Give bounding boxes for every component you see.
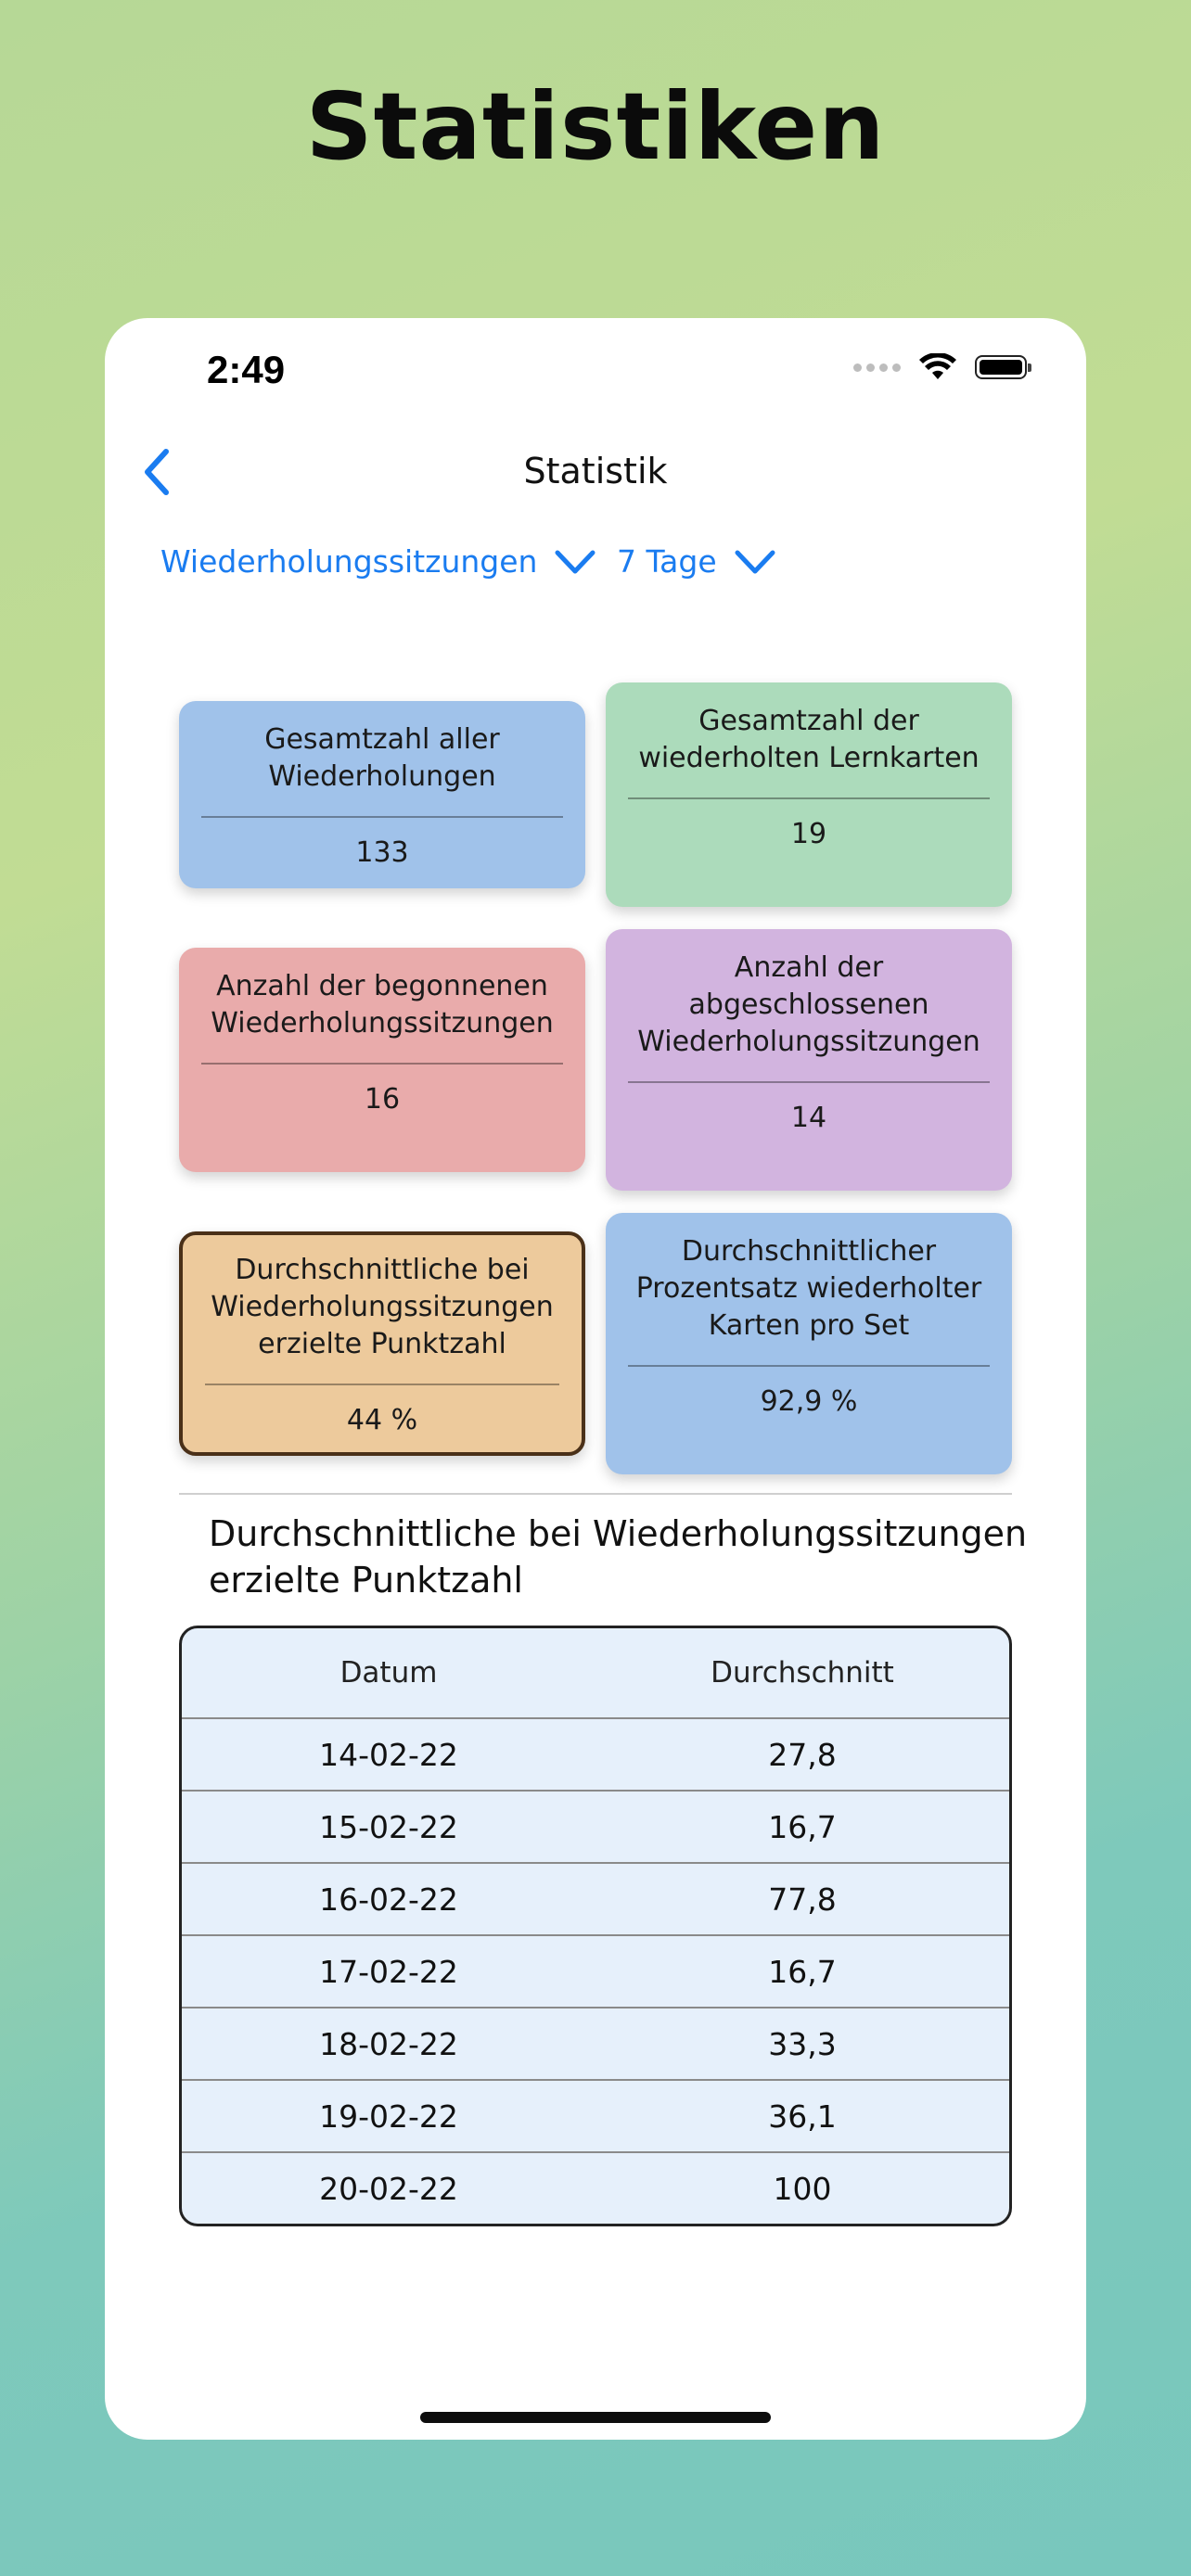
table-row — [182, 1790, 1009, 1862]
cellular-signal-icon — [853, 363, 901, 372]
status-time: 2:49 — [207, 348, 286, 391]
stat-card-label: Gesamtzahl aller Wiederholungen — [264, 723, 500, 793]
stat-card-label: Gesamtzahl der wiederholten Lernkarten — [638, 705, 980, 774]
cell-average: 77,8 — [768, 1881, 837, 1918]
cell-date: 14-02-22 — [319, 1736, 458, 1773]
table-row — [182, 2151, 1009, 2224]
stat-card-average-percentage[interactable] — [606, 1213, 1012, 1474]
table-row — [182, 2007, 1009, 2079]
cell-date: 17-02-22 — [319, 1953, 458, 1990]
stat-card-total-repetitions[interactable] — [179, 701, 585, 888]
stat-card-average-score[interactable] — [179, 1231, 585, 1456]
nav-title: Statistik — [523, 451, 668, 491]
stat-card-value: 16 — [364, 1083, 401, 1116]
session-type-dropdown[interactable] — [160, 543, 596, 580]
stat-card-label: Anzahl der abgeschlossenen Wiederholungssitzungen — [637, 951, 980, 1058]
score-table — [179, 1626, 1012, 2226]
cell-average: 27,8 — [768, 1736, 837, 1773]
stat-card-label: Durchschnittliche bei Wiederholungssitzungen erzielte Punktzahl — [211, 1254, 554, 1360]
cell-average: 16,7 — [768, 1953, 837, 1990]
battery-icon — [975, 355, 1027, 379]
cell-average: 33,3 — [768, 2025, 837, 2062]
table-row — [182, 1934, 1009, 2007]
stat-card-repeated-flashcards[interactable] — [606, 682, 1012, 907]
stat-card-label: Anzahl der begonnenen Wiederholungssitzungen — [211, 970, 554, 1039]
stat-card-value: 133 — [355, 836, 409, 869]
status-icons — [853, 353, 1027, 381]
cell-date: 19-02-22 — [319, 2098, 458, 2135]
cell-date: 16-02-22 — [319, 1881, 458, 1918]
cell-average: 36,1 — [768, 2098, 837, 2135]
column-header-date: Datum — [339, 1656, 438, 1690]
wifi-icon — [919, 353, 956, 381]
home-indicator[interactable] — [420, 2412, 771, 2423]
table-header — [182, 1628, 1009, 1717]
stat-card-value: 44 % — [346, 1404, 418, 1436]
cell-average: 16,7 — [768, 1808, 837, 1845]
session-type-label: Wiederholungssitzungen — [160, 543, 538, 580]
stat-card-value: 14 — [790, 1102, 827, 1134]
cell-date: 15-02-22 — [319, 1808, 458, 1845]
detail-title: Durchschnittliche bei Wiederholungssitzungen erzielte Punktzahl — [209, 1513, 1028, 1600]
cell-date: 18-02-22 — [319, 2025, 458, 2062]
chevron-down-icon — [734, 548, 776, 576]
cell-average: 100 — [773, 2170, 832, 2207]
stat-card-started-sessions[interactable] — [179, 948, 585, 1172]
cell-date: 20-02-22 — [319, 2170, 458, 2207]
period-label: 7 Tage — [617, 543, 717, 580]
stat-card-value: 19 — [790, 818, 827, 850]
column-header-average: Durchschnitt — [711, 1656, 894, 1690]
phone-screen — [105, 318, 1086, 2440]
divider — [179, 1493, 1012, 1495]
table-row — [182, 2079, 1009, 2151]
table-row — [182, 1717, 1009, 1790]
stat-card-label: Durchschnittlicher Prozentsatz wiederholter Karten pro Set — [635, 1235, 982, 1342]
table-row — [182, 1862, 1009, 1934]
chevron-down-icon — [554, 548, 596, 576]
stat-card-completed-sessions[interactable] — [606, 929, 1012, 1191]
period-dropdown[interactable] — [617, 543, 776, 580]
stat-card-value: 92,9 % — [760, 1385, 858, 1418]
page-headline: Statistiken — [305, 72, 886, 181]
